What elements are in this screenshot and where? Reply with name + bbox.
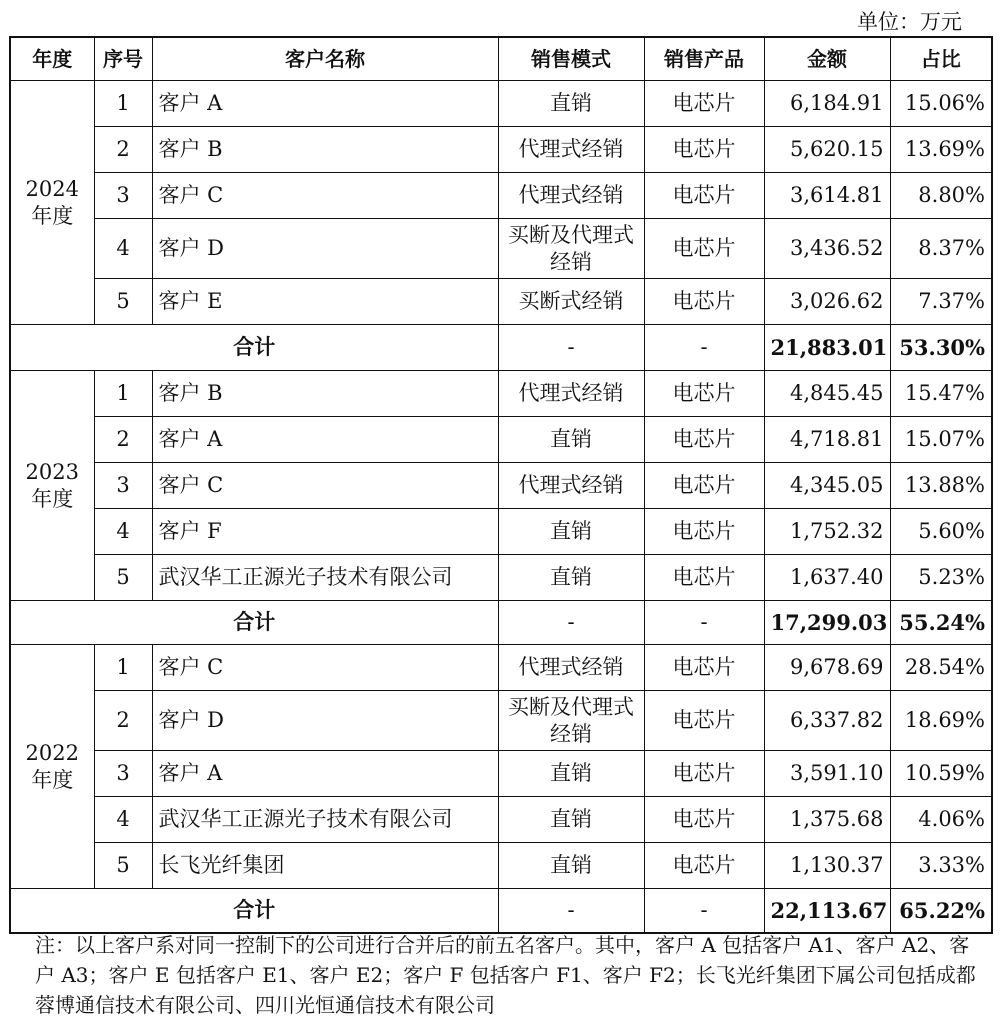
- year-suffix: 年度: [31, 486, 74, 511]
- total-label: 合计: [10, 325, 498, 371]
- sales-product: 电芯片: [644, 81, 764, 127]
- total-row: [10, 325, 992, 371]
- customer-name: 客户 A: [152, 81, 498, 127]
- table-row: [10, 645, 992, 691]
- sales-product: 电芯片: [644, 843, 764, 889]
- total-row: [10, 889, 992, 933]
- sales-mode: 代理式经销: [498, 371, 644, 417]
- row-no: 1: [94, 81, 152, 127]
- sales-mode-line2: 经销: [550, 721, 592, 746]
- customer-name: 武汉华工正源光子技术有限公司: [152, 555, 498, 601]
- ratio: 15.06%: [890, 81, 992, 127]
- sales-product: 电芯片: [644, 279, 764, 325]
- sales-product: 电芯片: [644, 219, 764, 279]
- amount: 4,345.05: [764, 463, 890, 509]
- total-label: 合计: [10, 601, 498, 645]
- ratio: 3.33%: [890, 843, 992, 889]
- table-row: [10, 127, 992, 173]
- row-no: 4: [94, 219, 152, 279]
- sales-product: 电芯片: [644, 691, 764, 751]
- table-row: [10, 691, 992, 751]
- customer-name: 客户 C: [152, 173, 498, 219]
- ratio: 18.69%: [890, 691, 992, 751]
- year-number: 2023: [25, 459, 79, 484]
- total-amount: 21,883.01: [764, 325, 890, 371]
- table-row: [10, 371, 992, 417]
- year-suffix: 年度: [31, 203, 74, 228]
- sales-mode: 代理式经销: [498, 463, 644, 509]
- total-amount: 22,113.67: [764, 889, 890, 933]
- header-mode: 销售模式: [498, 37, 644, 81]
- amount: 3,614.81: [764, 173, 890, 219]
- row-no: 5: [94, 279, 152, 325]
- ratio: 10.59%: [890, 751, 992, 797]
- sales-product: 电芯片: [644, 127, 764, 173]
- amount: 1,130.37: [764, 843, 890, 889]
- table-row: [10, 555, 992, 601]
- footnote: 注：以上客户系对同一控制下的公司进行合并后的前五名客户。其中，客户 A 包括客户 A1、客户 A2、客户 A3；客户 E 包括客户 E1、客户 E2；客户 F 包括客户 F1、客户 F2；长飞光纤集团下属公司包括成都蓉博通信技术有限公司、四川光恒通信技术有限公司: [35, 933, 976, 1017]
- total-ratio: 53.30%: [890, 325, 992, 371]
- customer-name: 客户 B: [152, 127, 498, 173]
- ratio: 15.47%: [890, 371, 992, 417]
- sales-mode: 直销: [498, 509, 644, 555]
- sales-mode-line2: 经销: [550, 249, 592, 274]
- sales-mode-line1: 买断及代理式: [508, 222, 634, 247]
- header-ratio: 占比: [890, 37, 992, 81]
- sales-mode: [498, 219, 644, 279]
- year-number: 2022: [25, 740, 79, 765]
- header-row: [10, 37, 992, 81]
- table-body: [10, 81, 992, 933]
- sales-mode: 直销: [498, 555, 644, 601]
- customer-name: 客户 C: [152, 463, 498, 509]
- sales-mode: 代理式经销: [498, 127, 644, 173]
- table-row: [10, 173, 992, 219]
- row-no: 1: [94, 645, 152, 691]
- header-amount: 金额: [764, 37, 890, 81]
- table-row: [10, 463, 992, 509]
- customer-name: 客户 E: [152, 279, 498, 325]
- table-row: [10, 279, 992, 325]
- amount: 3,591.10: [764, 751, 890, 797]
- amount: 4,718.81: [764, 417, 890, 463]
- total-ratio: 65.22%: [890, 889, 992, 933]
- sales-mode: 直销: [498, 751, 644, 797]
- sales-mode: 代理式经销: [498, 645, 644, 691]
- year-cell: [10, 645, 94, 889]
- amount: 1,637.40: [764, 555, 890, 601]
- ratio: 4.06%: [890, 797, 992, 843]
- sales-product: 电芯片: [644, 797, 764, 843]
- amount: 3,436.52: [764, 219, 890, 279]
- year-suffix: 年度: [31, 767, 74, 792]
- year-number: 2024: [25, 176, 79, 201]
- customer-name: 客户 D: [152, 691, 498, 751]
- row-no: 3: [94, 751, 152, 797]
- sales-product: 电芯片: [644, 555, 764, 601]
- amount: 9,678.69: [764, 645, 890, 691]
- year-cell: [10, 371, 94, 601]
- total-amount: 17,299.03: [764, 601, 890, 645]
- sales-mode: 直销: [498, 417, 644, 463]
- ratio: 5.60%: [890, 509, 992, 555]
- sales-product: 电芯片: [644, 371, 764, 417]
- row-no: 4: [94, 797, 152, 843]
- sales-product: 电芯片: [644, 173, 764, 219]
- row-no: 4: [94, 509, 152, 555]
- total-mode: -: [498, 325, 644, 371]
- sales-mode-line1: 买断及代理式: [508, 694, 634, 719]
- sales-product: 电芯片: [644, 463, 764, 509]
- header-year: 年度: [10, 37, 94, 81]
- top-five-customers-table: [9, 36, 993, 934]
- sales-product: 电芯片: [644, 645, 764, 691]
- row-no: 5: [94, 843, 152, 889]
- table-row: [10, 843, 992, 889]
- ratio: 28.54%: [890, 645, 992, 691]
- customer-name: 客户 F: [152, 509, 498, 555]
- customer-name: 客户 A: [152, 751, 498, 797]
- total-row: [10, 601, 992, 645]
- total-product: -: [644, 325, 764, 371]
- row-no: 3: [94, 463, 152, 509]
- ratio: 8.37%: [890, 219, 992, 279]
- header-product: 销售产品: [644, 37, 764, 81]
- row-no: 2: [94, 127, 152, 173]
- sales-product: 电芯片: [644, 417, 764, 463]
- year-cell: [10, 81, 94, 325]
- ratio: 7.37%: [890, 279, 992, 325]
- total-product: -: [644, 601, 764, 645]
- row-no: 2: [94, 691, 152, 751]
- amount: 1,752.32: [764, 509, 890, 555]
- total-ratio: 55.24%: [890, 601, 992, 645]
- amount: 3,026.62: [764, 279, 890, 325]
- sales-mode: 代理式经销: [498, 173, 644, 219]
- customer-name: 客户 C: [152, 645, 498, 691]
- amount: 6,184.91: [764, 81, 890, 127]
- sales-mode: 直销: [498, 81, 644, 127]
- sales-product: 电芯片: [644, 751, 764, 797]
- customer-name: 客户 B: [152, 371, 498, 417]
- table-row: [10, 509, 992, 555]
- total-mode: -: [498, 601, 644, 645]
- amount: 1,375.68: [764, 797, 890, 843]
- sales-mode: 买断式经销: [498, 279, 644, 325]
- row-no: 1: [94, 371, 152, 417]
- amount: 6,337.82: [764, 691, 890, 751]
- header-customer: 客户名称: [152, 37, 498, 81]
- row-no: 5: [94, 555, 152, 601]
- amount: 4,845.45: [764, 371, 890, 417]
- customer-name: 客户 D: [152, 219, 498, 279]
- sales-mode: 直销: [498, 797, 644, 843]
- customer-name: 客户 A: [152, 417, 498, 463]
- ratio: 8.80%: [890, 173, 992, 219]
- table-row: [10, 797, 992, 843]
- sales-product: 电芯片: [644, 509, 764, 555]
- ratio: 15.07%: [890, 417, 992, 463]
- ratio: 13.88%: [890, 463, 992, 509]
- sales-mode: [498, 691, 644, 751]
- customer-name: 武汉华工正源光子技术有限公司: [152, 797, 498, 843]
- total-label: 合计: [10, 889, 498, 933]
- sales-mode: 直销: [498, 843, 644, 889]
- customer-name: 长飞光纤集团: [152, 843, 498, 889]
- amount: 5,620.15: [764, 127, 890, 173]
- table-row: [10, 751, 992, 797]
- header-no: 序号: [94, 37, 152, 81]
- total-mode: -: [498, 889, 644, 933]
- total-product: -: [644, 889, 764, 933]
- table-row: [10, 81, 992, 127]
- row-no: 3: [94, 173, 152, 219]
- row-no: 2: [94, 417, 152, 463]
- ratio: 13.69%: [890, 127, 992, 173]
- table-row: [10, 417, 992, 463]
- table-row: [10, 219, 992, 279]
- unit-label: 单位：万元: [857, 10, 962, 34]
- ratio: 5.23%: [890, 555, 992, 601]
